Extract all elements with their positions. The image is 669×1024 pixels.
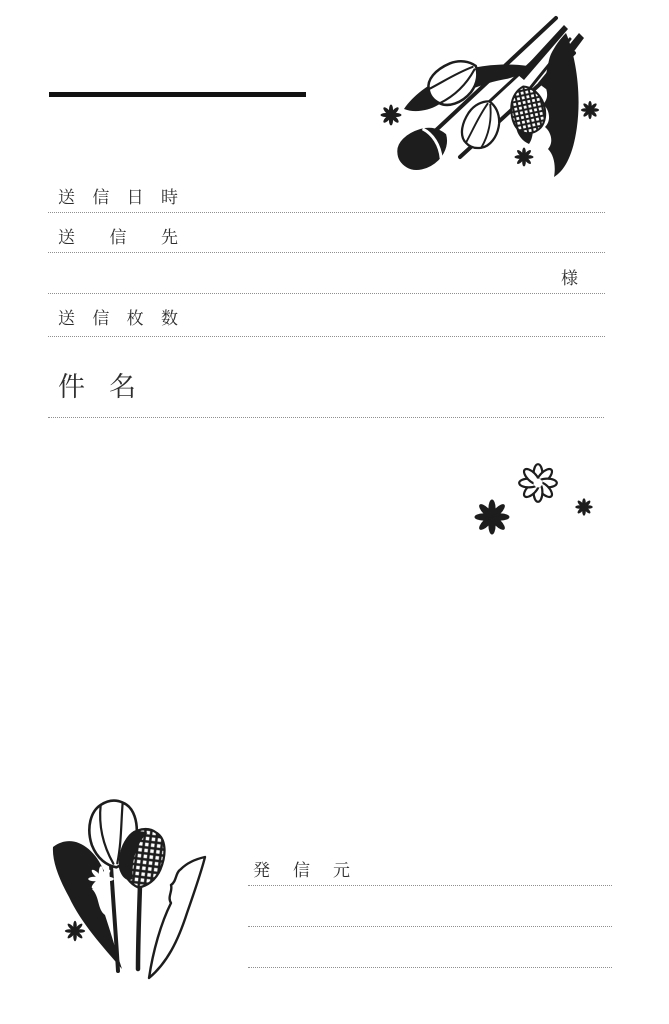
checkered-tulip-icon (506, 83, 549, 136)
tulip-stem (138, 885, 140, 969)
header-divider-bar (49, 92, 306, 97)
sent-datetime-line (48, 212, 605, 213)
white-asterisk-flower-icon (88, 866, 114, 892)
honorific-label: 様 (561, 269, 578, 288)
flower-cluster-icon (460, 455, 600, 540)
recipient-label: 送信先 (58, 228, 178, 247)
page-count-line (48, 336, 605, 337)
asterisk-flower-icon (514, 147, 533, 166)
sender-line-2 (248, 926, 612, 927)
black-tulip-icon (392, 119, 455, 177)
black-aster-icon (475, 500, 510, 535)
recipient-name-line (48, 293, 605, 294)
recipient-line (48, 252, 605, 253)
sender-line-1 (248, 885, 612, 886)
subject-label: 件名 (58, 372, 136, 402)
asterisk-flower-icon (381, 105, 402, 126)
tulip-bouquet-icon (378, 5, 668, 187)
sent-datetime-label: 送信日時 (58, 188, 178, 207)
page-count-label: 送信枚数 (58, 309, 178, 328)
sender-label: 発信元 (253, 861, 350, 880)
asterisk-flower-icon (581, 101, 599, 119)
tulip-plants-icon (45, 795, 215, 990)
asterisk-flower-icon (575, 498, 593, 516)
subject-line (48, 417, 604, 418)
white-daisy-icon (519, 464, 557, 502)
asterisk-flower-icon (65, 921, 85, 941)
sender-line-3 (248, 967, 612, 968)
